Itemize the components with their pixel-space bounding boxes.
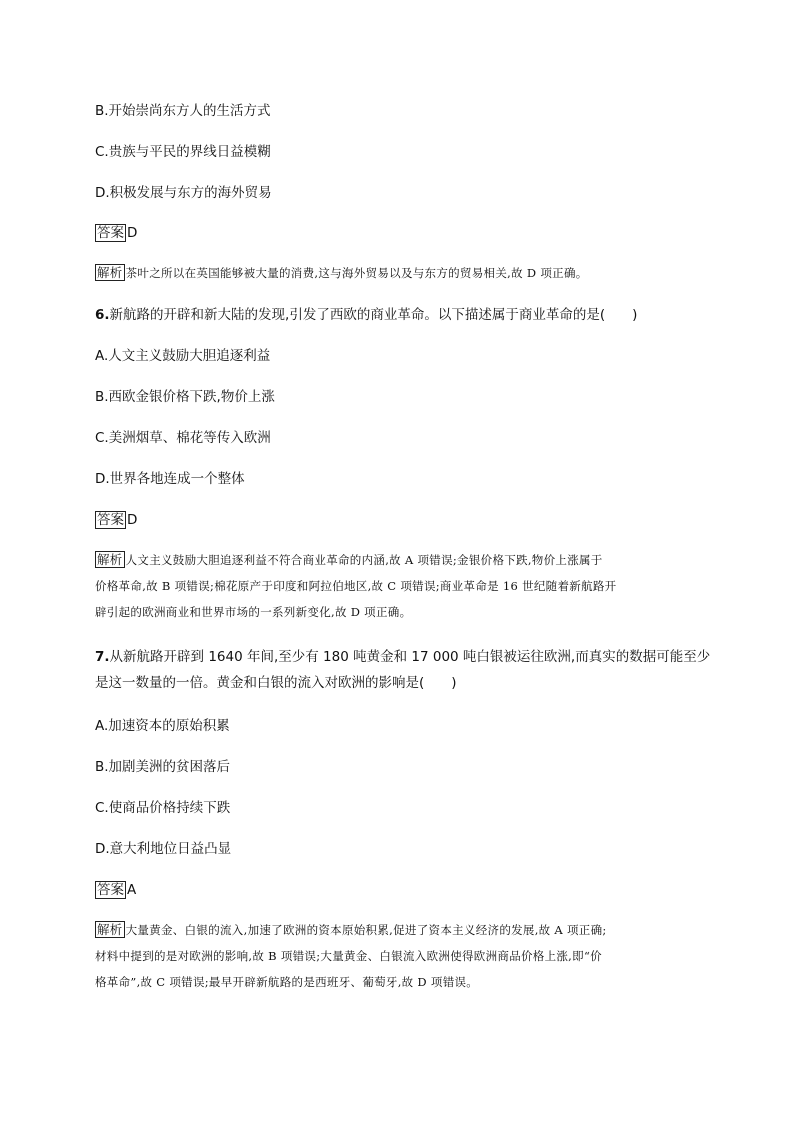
question-number: 7. [95,649,110,665]
question-number: 6. [95,307,110,323]
q7-explanation-line-1 [95,919,705,941]
explanation-tag: 解析 [97,552,123,567]
answer-value: D [127,512,138,528]
q7-stem-line-2: 是这一数量的一倍。黄金和白银的流入对欧洲的影响是( ) [95,675,457,691]
q6-option-d: D.世界各地连成一个整体 [95,471,245,487]
answer-tag: 答案 [97,882,124,898]
q6-explanation-line-2: 价格革命,故 B 项错误;棉花原产于印度和阿拉伯地区,故 C 项错误;商业革命是 16 世纪随着新航路开 [95,579,617,593]
q5-option-d: D.积极发展与东方的海外贸易 [95,185,272,201]
q7-option-a: A.加速资本的原始积累 [95,718,230,734]
answer-tag: 答案 [97,512,124,528]
q5-explanation [95,262,705,284]
q7-option-d: D.意大利地位日益凸显 [95,841,232,857]
explanation-text: 人文主义鼓励大胆追逐利益不符合商业革命的内涵,故 A 项错误;金银价格下跌,物价上涨属于 [125,553,603,567]
q6-option-c: C.美洲烟草、棉花等传入欧洲 [95,430,271,446]
q5-option-c: C.贵族与平民的界线日益模糊 [95,144,271,160]
answer-value: D [127,225,138,241]
q6-explanation-line-3: 辟引起的欧洲商业和世界市场的一系列新变化,故 D 项正确。 [95,605,412,619]
q6-option-a: A.人文主义鼓励大胆追逐利益 [95,348,271,364]
q6-option-b: B.西欧金银价格下跌,物价上涨 [95,389,275,405]
explanation-tag: 解析 [97,265,123,280]
q7-explanation-line-2: 材料中提到的是对欧洲的影响,故 B 项错误;大量黄金、白银流入欧洲使得欧洲商品价格上涨,即“价 [95,949,602,963]
q7-option-b: B.加剧美洲的贫困落后 [95,759,231,775]
q6-stem [95,305,705,325]
answer-value: A [127,882,137,898]
q7-answer [95,880,705,900]
q6-explanation-line-1 [95,549,705,571]
q7-stem-line-1 [95,647,711,667]
q5-answer [95,223,705,243]
explanation-tag: 解析 [97,922,123,937]
q7-explanation-line-3: 格革命”,故 C 项错误;最早开辟新航路的是西班牙、葡萄牙,故 D 项错误。 [95,975,479,989]
explanation-text: 大量黄金、白银的流入,加速了欧洲的资本原始积累,促进了资本主义经济的发展,故 A 项正确; [125,923,607,937]
q6-answer [95,510,705,530]
explanation-text: 茶叶之所以在英国能够被大量的消费,这与海外贸易以及与东方的贸易相关,故 D 项正确。 [125,266,588,280]
q5-option-b: B.开始崇尚东方人的生活方式 [95,103,271,119]
question-text: 从新航路开辟到 1640 年间,至少有 180 吨黄金和 17 000 吨白银被运往欧洲,而真实的数据可能至少 [109,649,711,665]
q7-option-c: C.使商品价格持续下跌 [95,800,231,816]
answer-tag: 答案 [97,225,124,241]
question-text: 新航路的开辟和新大陆的发现,引发了西欧的商业革命。以下描述属于商业革命的是( ) [109,307,638,323]
